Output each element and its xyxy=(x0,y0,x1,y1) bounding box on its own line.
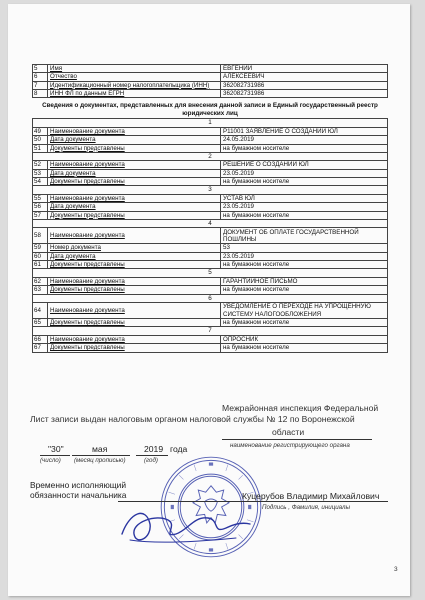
table-row xyxy=(33,194,388,202)
section-title: Сведения о документах, представленных для внесения данной записи в Единый государственный реестр юридических лиц xyxy=(33,98,388,119)
issue-year-suffix: года xyxy=(170,444,188,454)
field-value: 23.05.2019 xyxy=(221,203,388,211)
field-value: на бумажном носителе xyxy=(221,144,388,152)
row-number: 5 xyxy=(33,65,48,73)
table-row xyxy=(33,161,388,169)
signature-caption: Подпись , Фамилия, инициалы xyxy=(262,504,351,511)
field-label: Дата документа xyxy=(48,169,221,177)
row-number: 65 xyxy=(33,319,48,327)
field-value: ДОКУМЕНТ ОБ ОПЛАТЕ ГОСУДАРСТВЕННОЙ ПОШЛИНЫ xyxy=(221,228,388,244)
issue-day: "30" xyxy=(48,444,64,454)
field-value: ОПРОСНИК xyxy=(221,335,388,343)
table-row xyxy=(33,319,388,327)
table-row xyxy=(33,252,388,260)
authority-name-line1: Межрайонная инспекция Федеральной xyxy=(222,403,379,413)
field-label: Наименование документа xyxy=(48,228,221,244)
document-group-number: 1 xyxy=(33,119,388,128)
document-group-number: 3 xyxy=(33,186,388,195)
field-label: Наименование документа xyxy=(48,303,221,319)
field-value: УВЕДОМЛЕНИЕ О ПЕРЕХОДЕ НА УПРОЩЕННУЮ СИСТЕМУ НАЛОГООБЛОЖЕНИЯ xyxy=(221,303,388,319)
field-value: 24.05.2019 xyxy=(221,136,388,144)
field-label: Наименование документа xyxy=(48,127,221,135)
field-label: Документы представлены xyxy=(48,286,221,294)
table-row xyxy=(33,244,388,252)
row-number: 58 xyxy=(33,228,48,244)
document-group-number: 4 xyxy=(33,219,388,228)
document-group-number: 2 xyxy=(33,152,388,161)
table-row xyxy=(33,81,388,89)
field-label: Наименование документа xyxy=(48,277,221,285)
day-caption: (число) xyxy=(40,457,61,464)
field-label: Документы представлены xyxy=(48,319,221,327)
issue-month: мая xyxy=(92,444,108,454)
table-row xyxy=(33,169,388,177)
field-label: Наименование документа xyxy=(48,335,221,343)
field-label: Документы представлены xyxy=(48,261,221,269)
field-value: на бумажном носителе xyxy=(221,319,388,327)
table-row xyxy=(33,89,388,97)
field-value: 53 xyxy=(221,244,388,252)
table-row xyxy=(33,286,388,294)
field-value: АЛЕКСЕЕВИЧ xyxy=(221,73,388,81)
row-number: 53 xyxy=(33,169,48,177)
field-label: Документы представлены xyxy=(48,178,221,186)
field-value: на бумажном носителе xyxy=(221,211,388,219)
document-group-number: 5 xyxy=(33,269,388,278)
year-caption: (год) xyxy=(144,457,158,464)
field-value: на бумажном носителе xyxy=(221,178,388,186)
row-number: 57 xyxy=(33,211,48,219)
field-value: 362082731986 xyxy=(221,89,388,97)
table-row xyxy=(33,144,388,152)
field-label: Наименование документа xyxy=(48,161,221,169)
document-group-number: 6 xyxy=(33,294,388,303)
month-underline xyxy=(72,455,130,456)
issued-by-text: Лист записи выдан налоговым органом налоговой службы № 12 по Воронежской xyxy=(30,414,355,424)
authority-name-line3: области xyxy=(272,427,305,437)
row-number: 51 xyxy=(33,144,48,152)
field-value: на бумажном носителе xyxy=(221,344,388,352)
page-number: 3 xyxy=(394,566,398,573)
field-label: Отчество xyxy=(48,73,221,81)
row-number: 60 xyxy=(33,252,48,260)
row-number: 63 xyxy=(33,286,48,294)
field-label: Дата документа xyxy=(48,136,221,144)
table-row xyxy=(33,344,388,352)
field-value: УСТАВ ЮЛ xyxy=(221,194,388,202)
table-row xyxy=(33,178,388,186)
month-caption: (месяц прописью) xyxy=(74,457,126,464)
signer-role: Временно исполняющий обязанности начальника xyxy=(30,480,127,500)
handwritten-signature xyxy=(116,494,256,554)
row-number: 56 xyxy=(33,203,48,211)
row-number: 64 xyxy=(33,303,48,319)
table-row xyxy=(33,228,388,244)
field-value: 362082731986 xyxy=(221,81,388,89)
authority-caption: наименование регистрирующего органа xyxy=(230,442,350,449)
field-label: Наименование документа xyxy=(48,194,221,202)
field-label: Номер документа xyxy=(48,244,221,252)
table-row xyxy=(33,127,388,135)
issue-year: 2019 xyxy=(144,444,164,454)
field-label: Имя xyxy=(48,65,221,73)
field-value: ЕВГЕНИЙ xyxy=(221,65,388,73)
row-number: 55 xyxy=(33,194,48,202)
row-number: 62 xyxy=(33,277,48,285)
row-number: 67 xyxy=(33,344,48,352)
row-number: 59 xyxy=(33,244,48,252)
field-label: Идентификационный номер налогоплательщика (ИНН) xyxy=(48,81,221,89)
field-value: РЕШЕНИЕ О СОЗДАНИИ ЮЛ xyxy=(221,161,388,169)
row-number: 7 xyxy=(33,81,48,89)
day-underline xyxy=(40,455,70,456)
table-row xyxy=(33,136,388,144)
table-row xyxy=(33,261,388,269)
field-value: ГАРАНТИЙНОЕ ПИСЬМО xyxy=(221,277,388,285)
signature-underline xyxy=(118,501,388,502)
table-row xyxy=(33,303,388,319)
row-number: 61 xyxy=(33,261,48,269)
field-value: на бумажном носителе xyxy=(221,286,388,294)
field-value: 23.05.2019 xyxy=(221,169,388,177)
row-number: 54 xyxy=(33,178,48,186)
row-number: 52 xyxy=(33,161,48,169)
field-label: ИНН ФЛ по данным ЕГРН xyxy=(48,89,221,97)
table-row xyxy=(33,211,388,219)
table-row xyxy=(33,65,388,73)
row-number: 6 xyxy=(33,73,48,81)
row-number: 66 xyxy=(33,335,48,343)
registry-table xyxy=(32,64,388,353)
table-row xyxy=(33,335,388,343)
row-number: 50 xyxy=(33,136,48,144)
row-number: 8 xyxy=(33,89,48,97)
row-number: 49 xyxy=(33,127,48,135)
field-label: Дата документа xyxy=(48,203,221,211)
field-value: 23.05.2019 xyxy=(221,252,388,260)
field-value: на бумажном носителе xyxy=(221,261,388,269)
field-label: Документы представлены xyxy=(48,344,221,352)
field-label: Дата документа xyxy=(48,252,221,260)
document-page xyxy=(8,4,410,596)
field-value: Р11001 ЗАЯВЛЕНИЕ О СОЗДАНИИ ЮЛ xyxy=(221,127,388,135)
table-row xyxy=(33,277,388,285)
field-label: Документы представлены xyxy=(48,144,221,152)
table-row xyxy=(33,73,388,81)
signer-name: Куцерубов Владимир Михайлович xyxy=(242,491,380,501)
field-label: Документы представлены xyxy=(48,211,221,219)
document-group-number: 7 xyxy=(33,327,388,336)
authority-underline xyxy=(222,439,372,440)
table-row xyxy=(33,203,388,211)
